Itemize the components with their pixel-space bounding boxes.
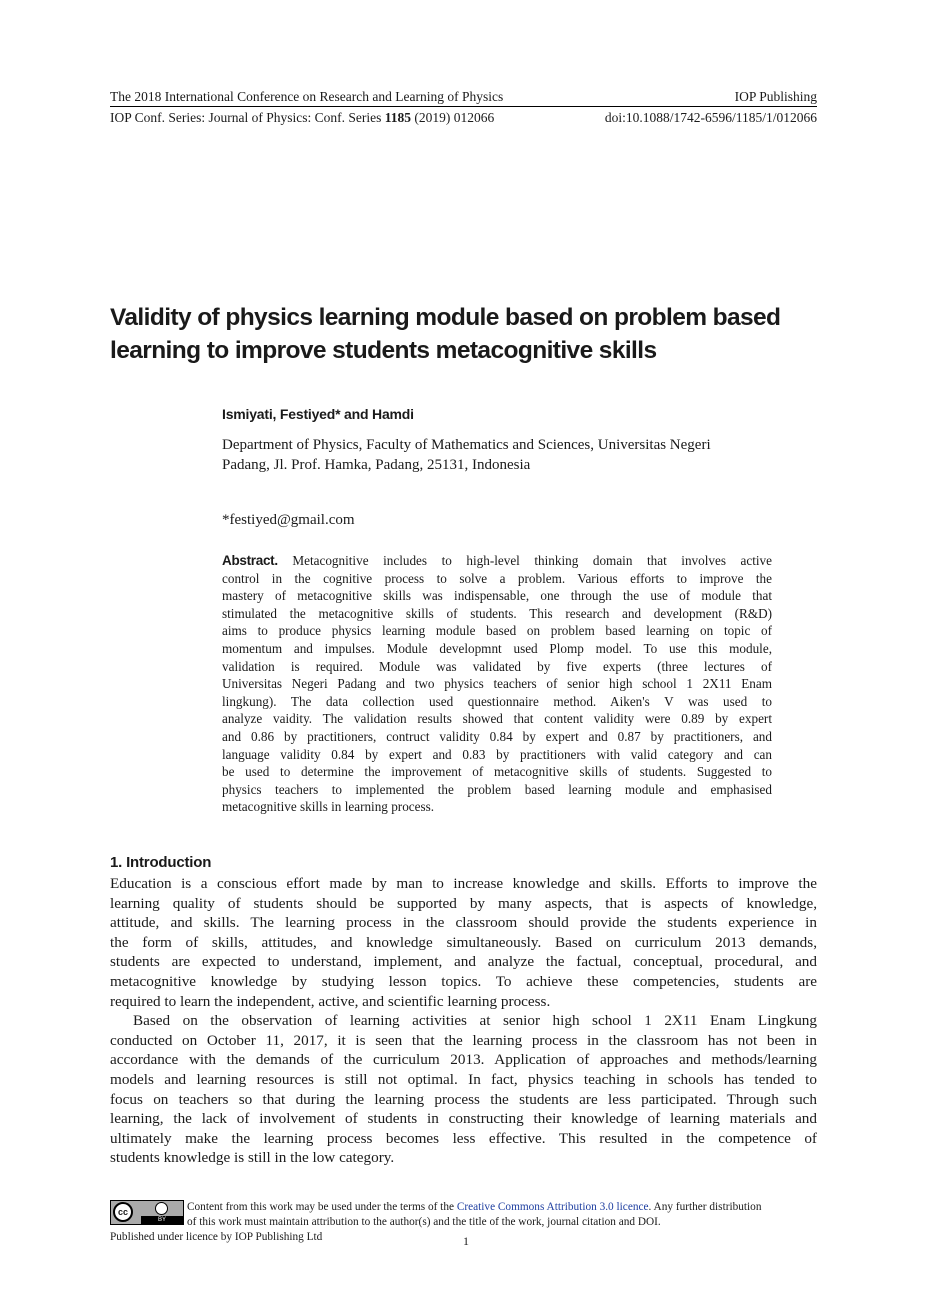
paper-title (110, 301, 830, 367)
series-info (110, 110, 494, 126)
page-number: 1 (463, 1234, 469, 1248)
body-line: Education is a conscious effort made by man to increase knowledge and skills. Efforts to improve the (110, 875, 817, 892)
body-line: students are expected to understand, implement, and analyze the factual, conceptual, procedural, and (110, 953, 817, 971)
by-label: BY (141, 1216, 183, 1224)
abstract-line: validation is required. Module was validated by five experts (three lectures of (222, 658, 772, 674)
body-line: conducted on October 11, 2017, it is seen that the learning process in the classroom has not been in (110, 1031, 817, 1049)
abstract-line (222, 552, 772, 570)
abstract-line: aims to produce physics learning module based on problem based learning on topic of (222, 623, 772, 639)
body-line: the form of skills, attitudes, and knowledge simultaneously. Based on curriculum 2013 demands, (110, 933, 817, 951)
abstract-text: Metacognitive includes to high-level thinking domain that involves active (292, 553, 772, 568)
header-rule (110, 106, 817, 107)
abstract-line: momentum and impulses. Module developmnt used Plomp model. To use this module, (222, 640, 772, 656)
volume-number: 1185 (384, 110, 411, 125)
body-line: learning, the lack of involvement of students in constructing their knowledge of learning materials and (110, 1110, 817, 1128)
abstract-label: Abstract. (222, 553, 278, 568)
abstract-line: Universitas Negeri Padang and two physics teachers of senior high school 1 2X11 Enam (222, 676, 772, 692)
abstract-line: analyze vaidity. The validation results showed that content validity were 0.89 by expert (222, 711, 772, 727)
body-line: Based on the observation of learning activities at senior high school 1 2X11 Enam Lingkung (133, 1012, 817, 1030)
publisher-notice: Published under licence by IOP Publishing Ltd (110, 1231, 323, 1243)
body-line: focus on teachers so that during the learning process the students are less participated. Through such (110, 1090, 817, 1108)
body-line: required to learn the independent, active, and scientific learning process. (110, 992, 551, 1010)
corresponding-email[interactable]: *festiyed@gmail.com (222, 512, 355, 528)
license-line: of this work must maintain attribution to the author(s) and the title of the work, journal citation and DOI. (187, 1215, 661, 1228)
running-header (110, 89, 817, 105)
citation-line (110, 110, 817, 126)
abstract-line: metacognitive skills in learning process. (222, 799, 435, 815)
creative-commons-by-icon[interactable] (110, 1200, 184, 1225)
body-line: accordance with the demands of the curriculum 2013. Application of approaches and methods/learning (110, 1051, 817, 1069)
title-line: learning to improve students metacognitive skills (110, 337, 657, 364)
affiliation (222, 435, 817, 475)
body-line: metacognitive knowledge by studying lesson topics. To achieve these competencies, students are (110, 972, 817, 990)
abstract-line: language validity 0.84 by expert and 0.83 by practitioners with valid category and can (222, 746, 772, 762)
license-link[interactable]: Creative Commons Attribution 3.0 licence (456, 1201, 649, 1213)
title-line: Validity of physics learning module based on problem based (110, 304, 781, 331)
cc-icon: cc (113, 1202, 133, 1222)
body-line: attitude, and skills. The learning process in the classroom should provide the students experience in (110, 914, 817, 932)
introduction-body (110, 874, 817, 1168)
body-line: ultimately make the learning process becomes less effective. This resulted in the competence of (110, 1129, 817, 1147)
abstract-line: and 0.86 by practitioners, contruct validity 0.84 by expert and 0.87 by practitioners, and (222, 728, 772, 744)
abstract-line: lingkung). The data collection used questionnaire method. Aiken's V was used to (222, 693, 772, 709)
body-line: models and learning resources is still not optimal. In fact, physics teaching in schools has tended to (110, 1070, 817, 1088)
affiliation-line: Padang, Jl. Prof. Hamka, Padang, 25131, Indonesia (222, 457, 531, 473)
license-text: Content from this work may be used under the terms of the (187, 1201, 457, 1213)
abstract-line: mastery of metacognitive skills was indispensable, one through the use of module that (222, 588, 772, 604)
affiliation-line: Department of Physics, Faculty of Mathematics and Sciences, Universitas Negeri (222, 437, 711, 453)
body-line: learning quality of students should be supported by many aspects, that is aspects of knowledge, (110, 894, 817, 912)
abstract-line: control in the cognitive process to solve a problem. Various efforts to improve the (222, 570, 772, 586)
license-line (187, 1200, 827, 1215)
conference-name: The 2018 International Conference on Research and Learning of Physics (110, 89, 504, 104)
abstract-line: physics teachers to implemented the problem based learning module and emphasised (222, 781, 772, 797)
series-prefix: IOP Conf. Series: Journal of Physics: Conf. Series (110, 110, 385, 125)
author-list: Ismiyati, Festiyed* and Hamdi (222, 406, 414, 422)
doi[interactable]: doi:10.1088/1742-6596/1185/1/012066 (604, 110, 817, 125)
license-text: . Any further distribution (648, 1201, 762, 1213)
body-line: students knowledge is still in the low category. (110, 1149, 395, 1167)
series-suffix: (2019) 012066 (411, 110, 495, 125)
person-icon (155, 1202, 168, 1215)
publisher-name: IOP Publishing (734, 89, 817, 104)
license-notice (187, 1200, 827, 1230)
abstract-line: stimulated the metacognitive skills of students. This research and development (R&D) (222, 605, 772, 621)
section-heading: 1. Introduction (110, 854, 212, 871)
abstract (222, 552, 772, 816)
abstract-line: be used to determine the improvement of metacognitive skills of students. Suggested to (222, 764, 772, 780)
